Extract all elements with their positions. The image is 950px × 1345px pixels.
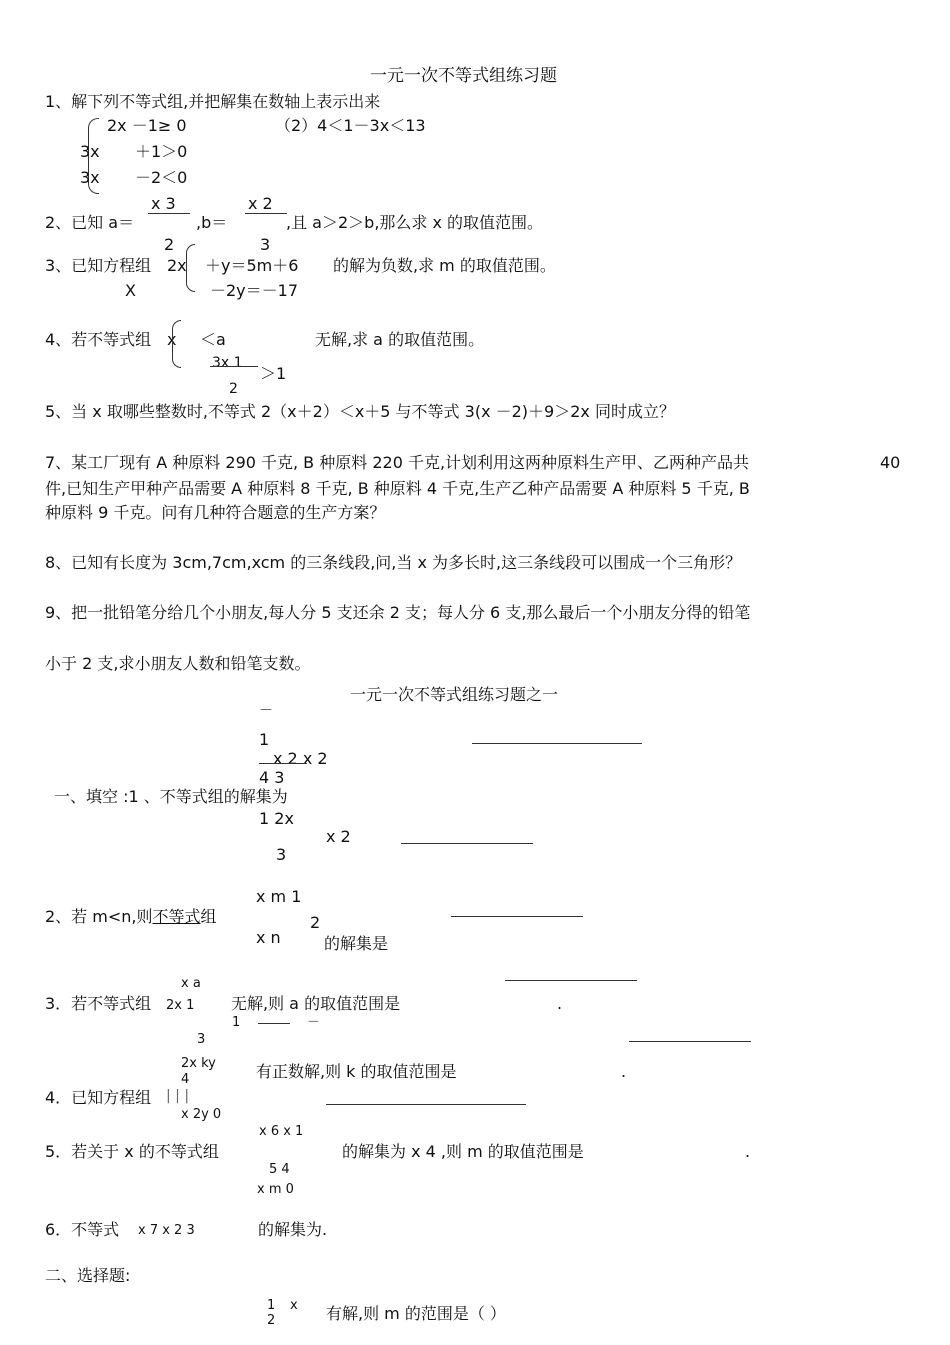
- choice1-frac-num: 1: [267, 1298, 276, 1313]
- q1-sys1-row3-lead: 3x: [80, 168, 100, 187]
- q1-sys2: （2）4＜1－3x＜13: [275, 116, 426, 135]
- fill5-row2: x m 0: [257, 1182, 294, 1197]
- fill5-mid: 的解集为 x 4 ,则 m 的取值范围是: [342, 1142, 584, 1161]
- choice1-x: x: [290, 1298, 298, 1313]
- choice1-text: 有解,则 m 的范围是（ ）: [326, 1304, 506, 1323]
- choice-section-heading: 二、选择题:: [45, 1266, 131, 1285]
- q1-sys1-row2-lead: 3x: [80, 142, 100, 161]
- q2-prefix: 2、已知 a＝: [45, 213, 135, 232]
- fill5-dot: .: [745, 1142, 751, 1161]
- fill5-prefix: 5．若关于 x 的不等式组: [45, 1142, 219, 1161]
- q7-line3: 种原料 9 千克。问有几种符合题意的生产方案？: [45, 503, 386, 522]
- q2-frac-b-den: 3: [260, 235, 271, 254]
- fill3-frac-bar: [258, 1023, 290, 1024]
- fill2-row2: x n: [256, 928, 281, 947]
- fill2-mid: 组: [200, 907, 217, 926]
- fill2-two: 2: [310, 913, 321, 932]
- fill1-dash: －: [259, 703, 273, 719]
- fill5-top: x 6 x 1: [259, 1124, 304, 1139]
- q9-line1: 9、把一批铅笔分给几个小朋友,每人分 5 支还余 2 支；每人分 6 支,那么最后一个小朋友分得的铅笔: [45, 603, 751, 622]
- fill3-answer-line: [505, 980, 637, 981]
- q4-frac-den: 2: [229, 381, 238, 397]
- q3-row1: ＋y＝5m＋6: [205, 256, 299, 275]
- fill3-prefix: 3．若不等式组: [45, 994, 152, 1013]
- fill2-suffix: 的解集是: [324, 934, 389, 953]
- q9-line2: 小于 2 支,求小朋友人数和铅笔支数。: [45, 654, 311, 673]
- q4-x: x: [167, 330, 177, 349]
- fill3-answer-line-b: [629, 1041, 751, 1042]
- q2-frac-a-num: x 3: [151, 194, 176, 213]
- q2-frac-b-num: x 2: [248, 194, 273, 213]
- q5-text: 5、当 x 取哪些整数时,不等式 2（x＋2）＜x＋5 与不等式 3(x －2)＋9＞2x 同时成立？: [45, 402, 675, 421]
- q7-line1-end: 40: [880, 453, 901, 472]
- q3-suffix: 的解为负数,求 m 的取值范围。: [333, 256, 556, 275]
- fill1-row2-num: 1 2x: [259, 809, 294, 828]
- fill2-answer-line: [451, 916, 583, 917]
- fill2-underlined: 不等式: [152, 907, 201, 926]
- fill1-answer-line-b: [401, 843, 533, 844]
- q4-frac-bar: [210, 366, 258, 367]
- fill4-bars: | | |: [166, 1088, 190, 1104]
- fill4-row2: x 2y 0: [181, 1107, 222, 1122]
- fill1-expr: x 2 x 2: [273, 749, 328, 768]
- fill6-suffix: 的解集为.: [258, 1220, 328, 1239]
- q2-mid: ,b＝: [196, 213, 228, 232]
- fill2-prefix-wrap: [45, 909, 217, 925]
- q2-frac-b-bar: [245, 213, 287, 214]
- fill1-answer-line-a: [472, 743, 642, 744]
- fill1-row2-den: 3: [276, 845, 287, 864]
- fill4-answer-line: [326, 1104, 526, 1105]
- fill1-one: 1: [259, 730, 270, 749]
- choice1-frac-den: 2: [267, 1313, 276, 1328]
- fill1-den: 4 3: [259, 768, 285, 787]
- q7-line2: 件,已知生产甲种产品需要 A 种原料 8 千克, B 种原料 4 千克,生产乙种产品需要 A 种原料 5 千克, B: [45, 479, 750, 498]
- q2-suffix: ,且 a＞2＞b,那么求 x 的取值范围。: [286, 213, 544, 232]
- fill3-three: 3: [197, 1032, 206, 1047]
- fill3-suffix: 无解,则 a 的取值范围是: [231, 994, 401, 1013]
- q7-line1: 7、某工厂现有 A 种原料 290 千克, B 种原料 220 千克,计划利用这两种原料生产甲、乙两种产品共: [45, 453, 750, 472]
- q1-text: 1、解下列不等式组,并把解集在数轴上表示出来: [45, 92, 381, 111]
- q1-sys1-row2: ＋1＞0: [135, 142, 188, 161]
- fill4-prefix: 4．已知方程组: [45, 1088, 152, 1107]
- fill3-dot: .: [557, 994, 563, 1013]
- fill3-top: x a: [181, 976, 201, 991]
- q2-frac-a-den: 2: [164, 235, 175, 254]
- fill4-dot: .: [621, 1062, 627, 1081]
- q3-row2-lead: X: [125, 281, 136, 300]
- fill3-dash: －: [307, 1015, 321, 1030]
- q4-frac-num: 3x 1: [212, 355, 243, 371]
- section-subtitle: 一元一次不等式组练习题之一: [350, 685, 559, 704]
- q3-row2: －2y＝－17: [210, 281, 299, 300]
- fill3-frac: 2x 1: [166, 998, 195, 1013]
- fill4-top: 2x ky: [181, 1056, 216, 1071]
- page-title: 一元一次不等式组练习题: [370, 66, 557, 86]
- fill2-prefix: 2、若 m<n,则: [45, 907, 153, 926]
- q4-brace: [172, 320, 181, 368]
- fill5-den: 5 4: [269, 1162, 290, 1177]
- fill-section-heading: 一、填空 :1 、不等式组的解集为: [54, 787, 288, 806]
- fill2-row1: x m 1: [256, 887, 302, 906]
- fill3-one: 1: [232, 1015, 241, 1030]
- fill1-frac-bar: [259, 763, 307, 764]
- q1-sys1-row3: －2＜0: [135, 168, 188, 187]
- fill1-row2-rhs: x 2: [326, 827, 351, 846]
- q3-brace: [186, 244, 195, 292]
- q4-row1: ＜a: [200, 330, 226, 349]
- q1-sys1-row1: 2x －1≥ 0: [107, 116, 187, 135]
- q4-suffix: 无解,求 a 的取值范围。: [315, 330, 485, 349]
- q2-frac-a-bar: [148, 213, 190, 214]
- q8-text: 8、已知有长度为 3cm,7cm,xcm 的三条线段,问,当 x 为多长时,这三条线段可以围成一个三角形？: [45, 553, 742, 572]
- q4-prefix: 4、若不等式组: [45, 330, 152, 349]
- fill6-prefix: 6．不等式: [45, 1220, 120, 1239]
- fill6-expr: x 7 x 2 3: [138, 1223, 195, 1238]
- fill4-four: 4: [181, 1072, 190, 1087]
- q3-prefix: 3、已知方程组: [45, 256, 152, 275]
- fill4-mid: 有正数解,则 k 的取值范围是: [256, 1062, 457, 1081]
- q4-row2: ＞1: [260, 364, 287, 383]
- q3-coef: 2x: [167, 256, 187, 275]
